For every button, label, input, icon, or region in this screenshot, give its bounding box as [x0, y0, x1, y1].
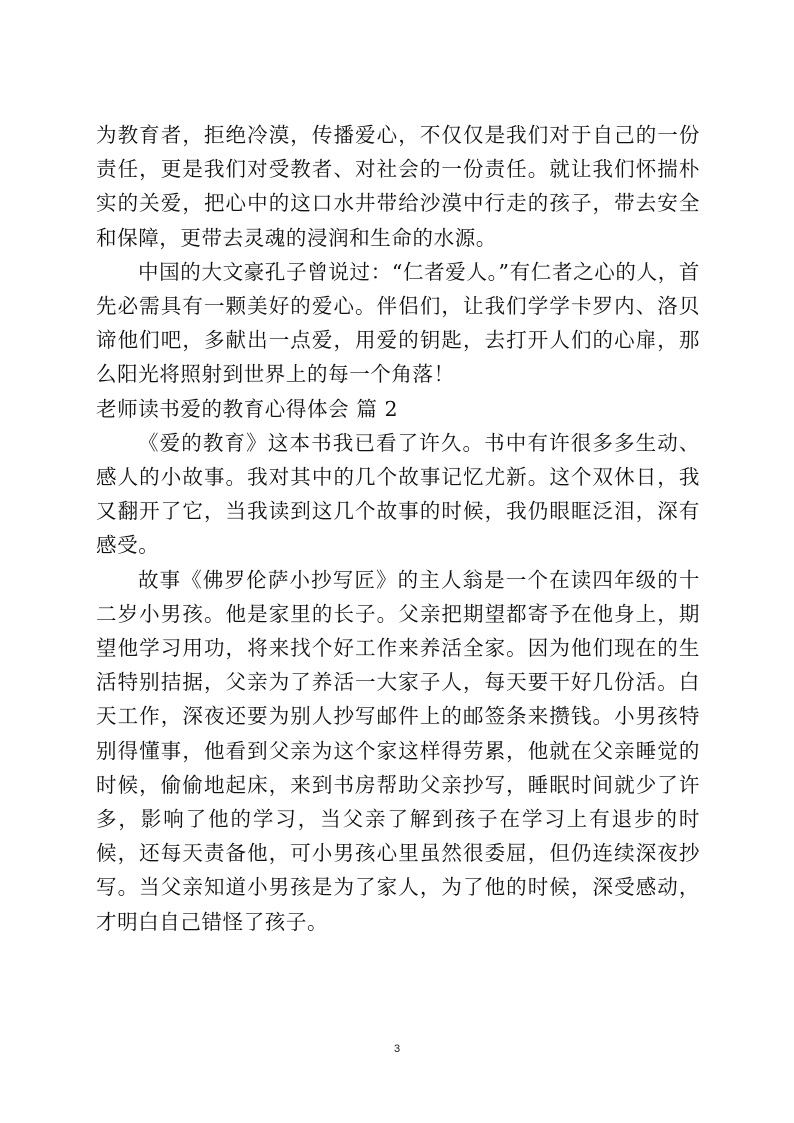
section-heading: 老师读书爱的教育心得体会 篇 2	[96, 396, 399, 421]
body-paragraph: 《爱的教育》这本书我已看了许久。书中有许很多多生动、感人的小故事。我对其中的几个故事记忆尤新。这个双休日，我又翻开了它，当我读到这几个故事的时候，我仍眼眶泛泪，深有感受。	[96, 430, 700, 558]
body-paragraph: 中国的大文豪孔子曾说过：“仁者爱人。”有仁者之心的人，首先必需具有一颗美好的爱心。伴侣们，让我们学学卡罗内、洛贝谛他们吧，多献出一点爱，用爱的钥匙，去打开人们的心扉，那么阳光将照射到世界上的每一个角落！	[96, 259, 700, 387]
body-paragraph: 为教育者，拒绝冷漠，传播爱心，不仅仅是我们对于自己的一份责任，更是我们对受教者、对社会的一份责任。就让我们怀揣朴实的关爱，把心中的这口水井带给沙漠中行走的孩子，带去安全和保障，更带去灵魂的浸润和生命的水源。	[96, 123, 700, 250]
page-number: 3	[393, 1043, 401, 1055]
body-paragraph: 故事《佛罗伦萨小抄写匠》的主人翁是一个在读四年级的十二岁小男孩。他是家里的长子。父亲把期望都寄予在他身上，期望他学习用功，将来找个好工作来养活全家。因为他们现在的生活特别拮据，父亲为了养活一大家子人，每天要干好几份活。白天工作，深夜还要为别人抄写邮件上的邮签条来攒钱。小男孩特别得懂事，他看到父亲为这个家这样得劳累，他就在父亲睡觉的时候，偷偷地起床，来到书房帮助父亲抄写，睡眠时间就少了许多，影响了他的学习，当父亲了解到孩子在学习上有退步的时候，还每天责备他，可小男孩心里虽然很委屈，但仍连续深夜抄写。当父亲知道小男孩是为了家人，为了他的时候，深受感动，才明白自己错怪了孩子。	[96, 567, 700, 934]
document-body	[96, 118, 700, 939]
